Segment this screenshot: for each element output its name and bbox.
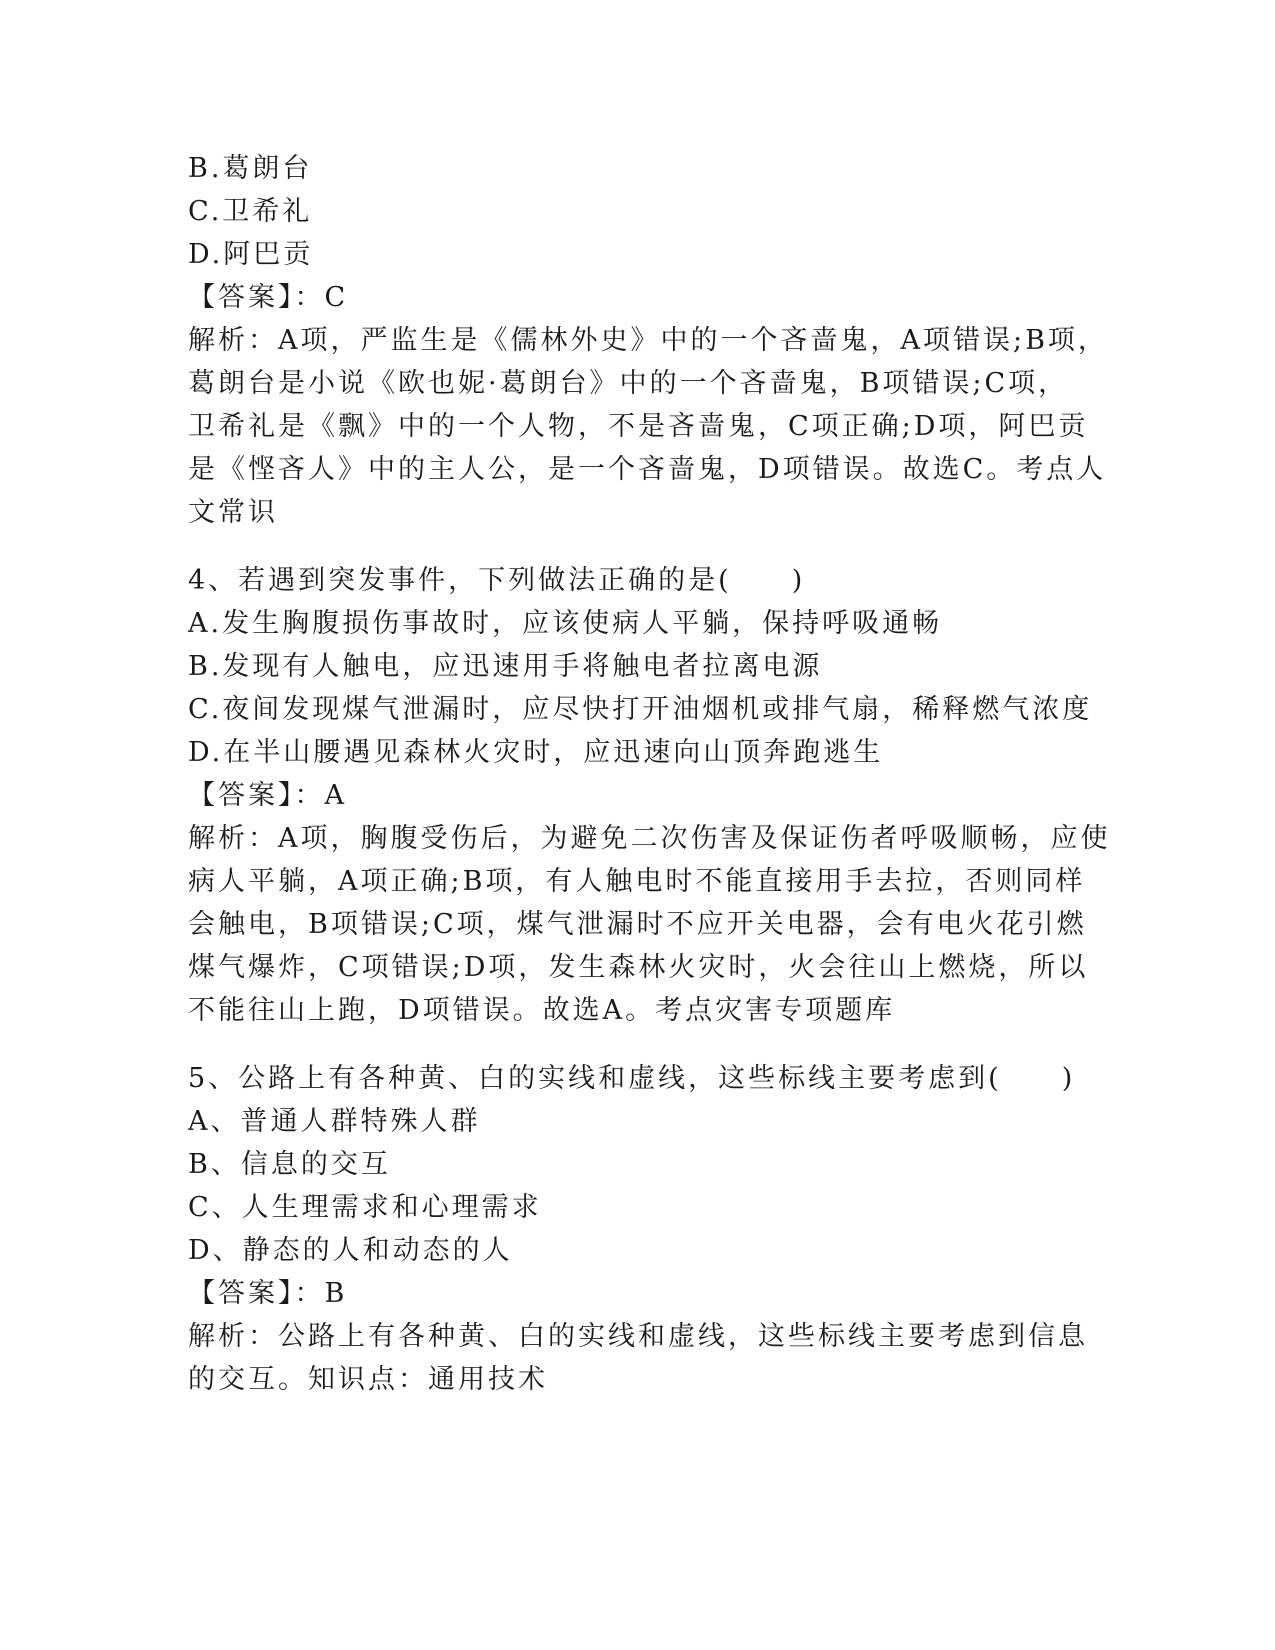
q5-option-d: D、静态的人和动态的人 bbox=[188, 1235, 513, 1266]
q3-analysis-line: 是《悭吝人》中的主人公，是一个吝啬鬼，D项错误。故选C。考点人 bbox=[188, 454, 1107, 485]
q3-answer: 【答案】：C bbox=[188, 282, 349, 313]
q3-option-d: D.阿巴贡 bbox=[188, 239, 314, 270]
q4-question: 4、若遇到突发事件，下列做法正确的是( ) bbox=[188, 565, 806, 596]
section-gap bbox=[188, 534, 1088, 559]
q3-option-b: B.葛朗台 bbox=[188, 153, 313, 184]
q4-option-c: C.夜间发现煤气泄漏时，应尽快打开油烟机或排气扇，稀释燃气浓度 bbox=[188, 694, 1093, 725]
section-gap bbox=[188, 1032, 1088, 1057]
q4-analysis-line: 煤气爆炸，C项错误;D项，发生森林火灾时，火会往山上燃烧，所以 bbox=[188, 952, 1089, 983]
q5-analysis-line: 解析：公路上有各种黄、白的实线和虚线，这些标线主要考虑到信息 bbox=[188, 1321, 1088, 1352]
q5-option-a: A、普通人群特殊人群 bbox=[188, 1106, 481, 1137]
q5-answer: 【答案】：B bbox=[188, 1278, 348, 1309]
q3-analysis-line: 葛朗台是小说《欧也妮·葛朗台》中的一个吝啬鬼，B项错误;C项， bbox=[188, 368, 1069, 399]
q4-analysis-line: 会触电，B项错误;C项，煤气泄漏时不应开关电器，会有电火花引燃 bbox=[188, 909, 1087, 940]
q4-option-b: B.发现有人触电，应迅速用手将触电者拉离电源 bbox=[188, 651, 823, 682]
q3-analysis-line: 文常识 bbox=[188, 497, 278, 528]
q4-option-a: A.发生胸腹损伤事故时，应该使病人平躺，保持呼吸通畅 bbox=[188, 608, 943, 639]
q5-question: 5、公路上有各种黄、白的实线和虚线，这些标线主要考虑到( ) bbox=[188, 1063, 1076, 1094]
document-content bbox=[188, 147, 1111, 1401]
q4-answer: 【答案】：A bbox=[188, 780, 347, 811]
q5-analysis-line: 的交互。知识点：通用技术 bbox=[188, 1364, 548, 1395]
q3-analysis-line: 解析：A项，严监生是《儒林外史》中的一个吝啬鬼，A项错误;B项， bbox=[188, 325, 1108, 356]
q5-option-b: B、信息的交互 bbox=[188, 1149, 391, 1180]
q5-option-c: C、人生理需求和心理需求 bbox=[188, 1192, 542, 1223]
q4-option-d: D.在半山腰遇见森林火灾时，应迅速向山顶奔跑逃生 bbox=[188, 737, 884, 768]
q4-analysis-line: 不能往山上跑，D项错误。故选A。考点灾害专项题库 bbox=[188, 995, 896, 1026]
q3-option-c: C.卫希礼 bbox=[188, 196, 313, 227]
q4-analysis-line: 病人平躺，A项正确;B项，有人触电时不能直接用手去拉，否则同样 bbox=[188, 866, 1086, 897]
q4-analysis-line: 解析：A项，胸腹受伤后，为避免二次伤害及保证伤者呼吸顺畅，应使 bbox=[188, 823, 1111, 854]
q3-analysis-line: 卫希礼是《飘》中的一个人物，不是吝啬鬼，C项正确;D项，阿巴贡 bbox=[188, 411, 1089, 442]
